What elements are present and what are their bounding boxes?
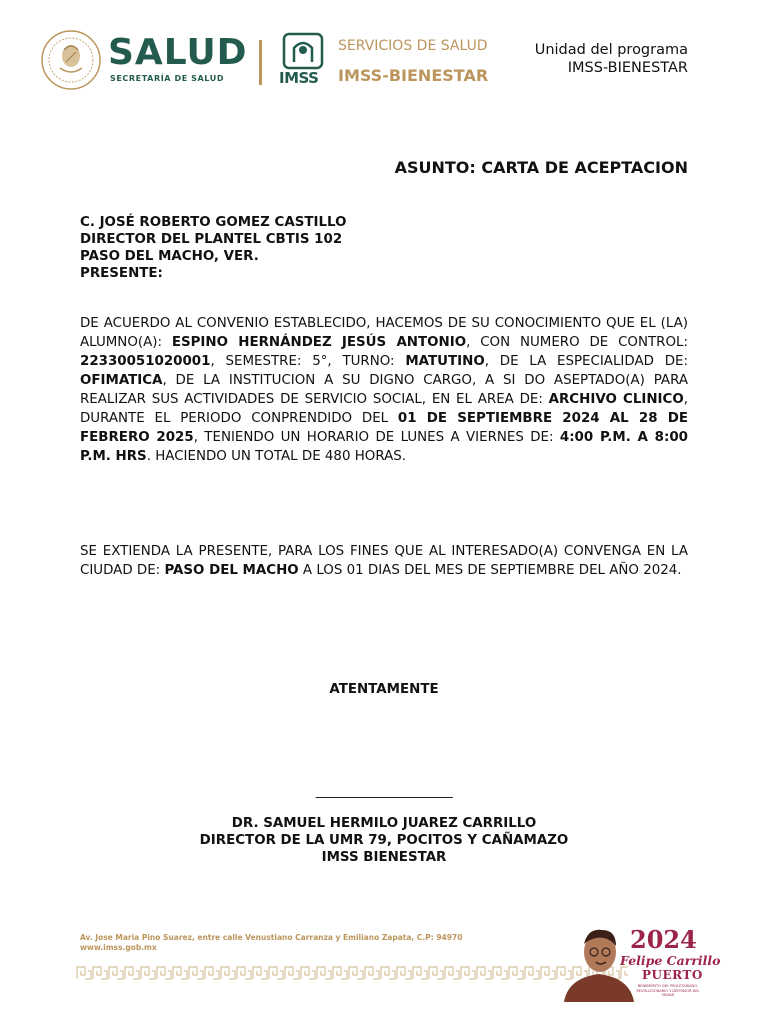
- addressee-name: C. JOSÉ ROBERTO GOMEZ CASTILLO: [80, 215, 347, 230]
- body1-text: , SEMESTRE: 5°, TURNO:: [210, 354, 406, 369]
- signer-name: DR. SAMUEL HERMILO JUAREZ CARRILLO: [231, 816, 537, 831]
- addressee-salutation: PRESENTE:: [80, 266, 163, 281]
- shift: MATUTINO: [405, 354, 485, 369]
- addressee-block: [80, 214, 346, 282]
- unit-line-2: IMSS-BIENESTAR: [567, 60, 688, 76]
- body1-text: , DE LA INSTITUCION A SU DIGNO CARGO, A SI DO ASEPTADO(A) PARA REALIZAR SUS ACTIVIDADES DE SERVICIO SOCIAL, EN EL AREA DE:: [80, 373, 688, 407]
- puerto-label: PUERTO: [642, 968, 703, 982]
- body1-text: , CON NUMERO DE CONTROL:: [466, 335, 688, 350]
- signer-organization: IMSS BIENESTAR: [321, 850, 447, 865]
- body1-text: , DE LA ESPECIALIDAD DE:: [484, 354, 688, 369]
- footer-website: www.imss.gob.mx: [80, 943, 157, 952]
- service-area: ARCHIVO CLINICO: [548, 392, 684, 407]
- body1-text: DE ACUERDO AL CONVENIO ESTABLECIDO, HACEMOS DE SU CONOCIMIENTO QUE EL (LA) ALUMNO(A):: [80, 316, 688, 350]
- year-2024-logo: 2024: [630, 925, 697, 954]
- service-period: 01 DE SEPTIEMBRE 2024 AL 28 DE FEBRERO 2025: [80, 411, 688, 445]
- unit-line-1: Unidad del programa: [534, 42, 688, 58]
- signer-block: [0, 815, 768, 866]
- specialty: OFIMATICA: [80, 373, 163, 388]
- addressee-location: PASO DEL MACHO, VER.: [80, 249, 259, 264]
- body-paragraph-2: [80, 542, 688, 580]
- decorative-pattern-band: [76, 963, 628, 983]
- imss-label: IMSS: [279, 69, 319, 87]
- footer-address: Av. Jose Maria Pino Suarez, entre calle Venustiano Carranza y Emiliano Zapata, C.P: 94970: [80, 933, 463, 942]
- body-paragraph-1: [80, 314, 688, 466]
- body1-text: , TENIENDO UN HORARIO DE LUNES A VIERNES DE:: [193, 430, 560, 445]
- subject-heading: ASUNTO: CARTA DE ACEPTACION: [394, 158, 688, 177]
- salud-wordmark: SALUD: [108, 32, 248, 73]
- student-name: ESPINO HERNÁNDEZ JESÚS ANTONIO: [171, 335, 467, 350]
- imss-bienestar-label: IMSS-BIENESTAR: [338, 66, 489, 85]
- signer-title: DIRECTOR DE LA UMR 79, POCITOS Y CAÑAMAZO: [199, 833, 569, 848]
- addressee-title: DIRECTOR DEL PLANTEL CBTIS 102: [80, 232, 343, 247]
- body2-text: A LOS 01 DIAS DEL MES DE SEPTIEMBRE DEL AÑO 2024.: [298, 563, 682, 578]
- signature-line: ______________________: [315, 784, 453, 799]
- servicios-de-salud-label: SERVICIOS DE SALUD: [338, 38, 488, 54]
- program-unit: [535, 41, 688, 77]
- body2-text: SE EXTIENDA LA PRESENTE, PARA LOS FINES QUE AL INTERESADO(A) CONVENGA EN LA CIUDAD DE:: [80, 544, 688, 578]
- footer-address-block: [80, 933, 462, 953]
- mexico-coat-of-arms-seal: [40, 28, 102, 92]
- header-divider: [259, 40, 262, 85]
- city: PASO DEL MACHO: [164, 563, 299, 578]
- felipe-carrillo-label: Felipe Carrillo: [620, 953, 721, 968]
- body1-text: . HACIENDO UN TOTAL DE 480 HORAS.: [146, 449, 407, 464]
- salud-subtitle: SECRETARÍA DE SALUD: [110, 74, 225, 83]
- control-number: 22330051020001: [80, 354, 211, 369]
- body1-text: , DURANTE EL PERIODO CONPRENDIDO DEL: [80, 392, 688, 426]
- closing-atentamente: ATENTAMENTE: [329, 682, 439, 697]
- service-schedule: 4:00 P.M. A 8:00 P.M. HRS: [80, 430, 688, 464]
- motto-text: BENEMÉRITO DEL PROLETARIADO, REVOLUCIONARIO Y DEFENSOR DEL MAYAB: [636, 984, 700, 997]
